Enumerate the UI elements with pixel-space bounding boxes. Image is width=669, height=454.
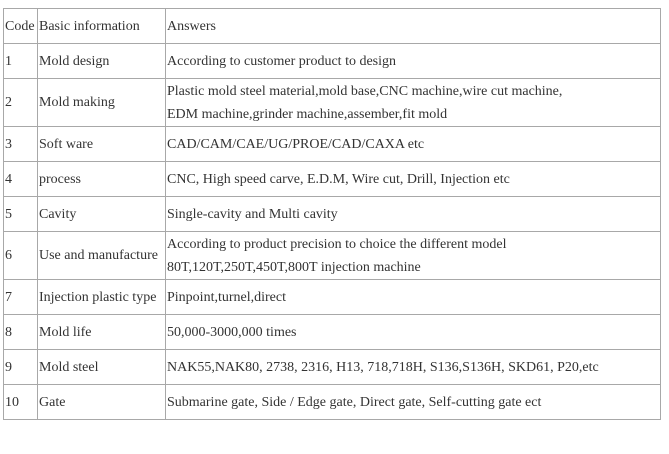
row-info: Mold life — [38, 315, 166, 350]
table-row — [4, 162, 661, 197]
row-info: Soft ware — [38, 127, 166, 162]
row-answer — [166, 162, 661, 197]
row-code: 7 — [4, 280, 38, 315]
row-info: Gate — [38, 385, 166, 420]
table-row — [4, 315, 661, 350]
row-answer — [166, 44, 661, 79]
row-info: Use and manufacture — [38, 232, 166, 280]
table-row — [4, 280, 661, 315]
answer-line: NAK55,NAK80, 2738, 2316, H13, 718,718H, S136,S136H, SKD61, P20,etc — [167, 359, 599, 375]
row-info: Mold making — [38, 79, 166, 127]
table-row — [4, 79, 661, 127]
mold-spec-table — [3, 8, 661, 420]
row-code: 3 — [4, 127, 38, 162]
header-code: Code — [4, 9, 38, 44]
row-answer — [166, 127, 661, 162]
answer-line: CNC, High speed carve, E.D.M, Wire cut, Drill, Injection etc — [167, 171, 510, 187]
row-code: 1 — [4, 44, 38, 79]
answer-line: EDM machine,grinder machine,assember,fit mold — [167, 106, 448, 122]
row-code: 6 — [4, 232, 38, 280]
table-row — [4, 44, 661, 79]
answer-line: CAD/CAM/CAE/UG/PROE/CAD/CAXA etc — [167, 136, 425, 152]
row-code: 4 — [4, 162, 38, 197]
table-row — [4, 197, 661, 232]
row-answer — [166, 197, 661, 232]
answer-line: 80T,120T,250T,450T,800T injection machine — [167, 259, 421, 275]
answer-line: 50,000-3000,000 times — [167, 324, 297, 340]
row-answer — [166, 350, 661, 385]
answer-line: Single-cavity and Multi cavity — [167, 206, 338, 222]
row-code: 8 — [4, 315, 38, 350]
row-info: Mold steel — [38, 350, 166, 385]
row-answer — [166, 79, 661, 127]
row-code: 10 — [4, 385, 38, 420]
row-code: 2 — [4, 79, 38, 127]
row-info: Mold design — [38, 44, 166, 79]
table-row — [4, 127, 661, 162]
answer-line: Submarine gate, Side / Edge gate, Direct gate, Self-cutting gate ect — [167, 394, 542, 410]
answer-line: According to customer product to design — [167, 53, 397, 69]
row-answer — [166, 232, 661, 280]
row-answer — [166, 315, 661, 350]
header-basic-information: Basic information — [38, 9, 166, 44]
row-info: Injection plastic type — [38, 280, 166, 315]
table-row — [4, 232, 661, 280]
table-row — [4, 385, 661, 420]
mold-spec-table-body — [4, 9, 661, 420]
row-info: process — [38, 162, 166, 197]
table-row — [4, 350, 661, 385]
row-code: 5 — [4, 197, 38, 232]
answer-line: Pinpoint,turnel,direct — [167, 289, 286, 305]
row-info: Cavity — [38, 197, 166, 232]
row-answer — [166, 385, 661, 420]
row-code: 9 — [4, 350, 38, 385]
header-row — [4, 9, 661, 44]
answer-line: Plastic mold steel material,mold base,CNC machine,wire cut machine, — [167, 83, 563, 99]
answer-line: According to product precision to choice the different model — [167, 236, 507, 252]
header-answers: Answers — [166, 9, 661, 44]
row-answer — [166, 280, 661, 315]
